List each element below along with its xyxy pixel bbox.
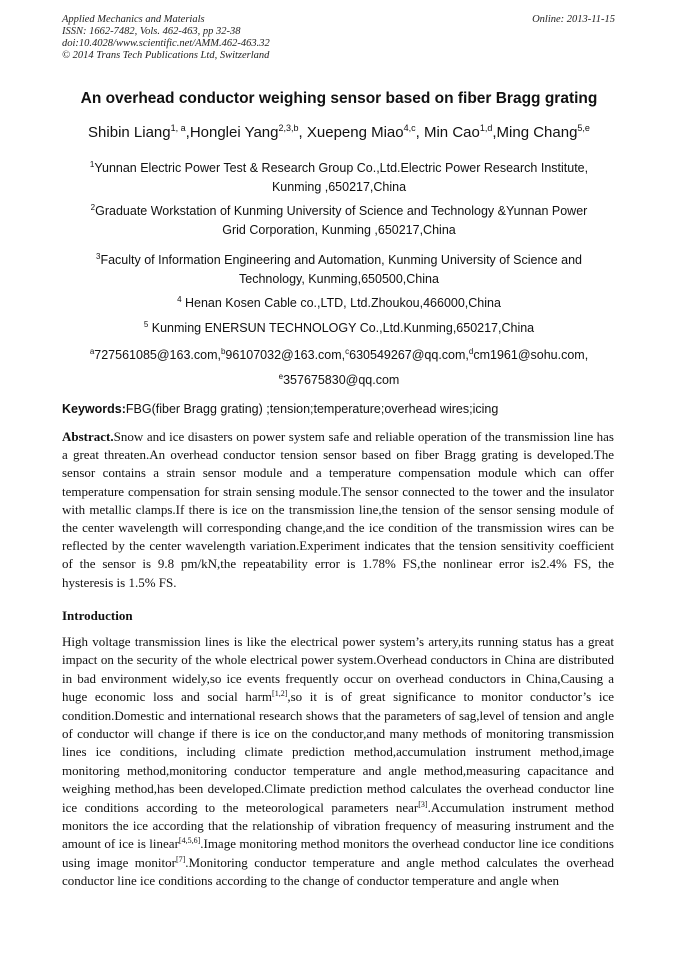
author-name: Min Cao [423,124,480,141]
citation: [7] [175,854,186,864]
citation: [1,2] [272,689,288,699]
author-affil-sup: 5,e [577,123,590,133]
citation: [4,5,6] [178,836,201,846]
issn-line: ISSN: 1662-7482, Vols. 462-463, pp 32-38 [62,26,241,37]
email-list: $^a$727561085@163.com,$^b$96107032@163.com,$^c$630549267@qq.com,$^d$cm1961@sohu.com, $^e$357675830@qq.com [89,347,589,387]
email: 727561085@163.com, [94,348,221,362]
journal-header [62,14,270,62]
abstract-text: Snow and ice disasters on power system safe and reliable operation of the transmission line has a great threaten.An overhead conductor tension sensor based on fiber Bragg grating is developed.The sensor contains a strain sensor module and a temperature compensation module which can offer temperature compensation for strain sensing module.The sensor connected to the tower and the insulator with metallic clamps.If there is ice on the transmission line,the tension of the sensor sensing module of the center wavelength will corresponding change,and the ice condition of the transmission wires can be reflected by the center wavelength variation.Experiment indicates that the tension sensitivity coefficient of the sensor is 9.8 pm/kN,the repeatability error is 1.78% FS,the nonlinear error is2.4% FS, the hysteresis is 1.5% FS. [62,429,614,590]
email: 96107032@163.com, [225,348,346,362]
author-name: Shibin Liang [88,124,171,141]
introduction-body: High voltage transmission lines is like the electrical power system’s artery,its running status has a great impact on the security of the whole electrical power system.Overhead conductors in China are distributed in bad environment widely,so ice events frequently occur on overhead conductors in China,Causing a huge economic loss and social harm[1,2],so it is of great significance to monitor conductor’s ice condition.Domestic and international research shows that the parameters of sag,level of tension and angle of conductor will change if there is ice on the conductor,and many methods of monitoring transmission lines ice conditions, including climate prediction method,accumulation instrument method,image monitoring method,monitoring conductor temperature and angle method,measuring capacitance and weighing method,has been developed.Climate prediction method calculates the overhead conductor line ice conditions according to the meteorological parameters near[3].Accumulation instrument method monitors the ice according that the relationship of vibration frequency of measuring instrument and the amount of ice is linear[4,5,6].Image monitoring method monitors the overhead conductor line ice conditions using image monitor[7].Monitoring conductor temperature and angle method calculates the overhead conductor line ice conditions according to the change of conductor temperature and angle when [62,634,615,889]
author-name: Xuepeng Miao [306,124,404,141]
author-affil-sup: 1, a [170,123,186,133]
doi-line: doi:10.4028/www.scientific.net/AMM.462-463.32 [62,38,270,49]
author-sep: , [185,124,190,141]
affiliation-2: $^2$Graduate Workstation of Kunming University of Science and Technology &Yunnan Power Grid Corporation, Kunming ,650217,China [90,203,588,237]
author-name: Honglei Yang [189,124,279,141]
copyright-line: © 2014 Trans Tech Publications Ltd, Switzerland [62,50,270,61]
author-affil-sup: 4,c [403,123,416,133]
section-heading-introduction: Introduction [62,608,133,623]
affiliation-4: $^4$ Henan Kosen Cable co.,LTD, Ltd.Zhoukou,466000,China [177,295,501,310]
citation: [3] [418,799,428,809]
affiliation-5: $^5$ Kunming ENERSUN TECHNOLOGY Co.,Ltd.Kunming,650217,China [143,320,535,335]
keywords [62,402,622,416]
author-affil-sup: 2,3,b [278,123,299,133]
email: 357675830@qq.com [283,373,400,387]
author-name: Ming Chang [496,124,578,141]
author-sep: , [415,124,424,141]
author-affil-sup: 1,d [479,123,493,133]
paper-title: An overhead conductor weighing sensor based on fiber Bragg grating [80,90,598,107]
journal-name: Applied Mechanics and Materials [62,14,205,25]
abstract [62,428,614,592]
abstract-label: Abstract. [62,429,114,444]
affiliation-3: $^3$Faculty of Information Engineering and Automation, Kunming University of Science and Technology, Kunming,650500,China [96,252,582,286]
keywords-label: Keywords: [62,402,126,416]
online-date: Online: 2013-11-15 [532,14,615,25]
author-sep: , [492,124,497,141]
email: 630549267@qq.com, [349,348,469,362]
email: cm1961@sohu.com, [473,348,589,362]
author-list [0,124,678,141]
affiliation-1: $^1$Yunnan Electric Power Test & Research Group Co.,Ltd.Electric Power Research Institute, Kunming ,650217,China [89,160,589,194]
author-sep: , [298,124,307,141]
keywords-text: FBG(fiber Bragg grating) ;tension;temperature;overhead wires;icing [125,402,499,416]
